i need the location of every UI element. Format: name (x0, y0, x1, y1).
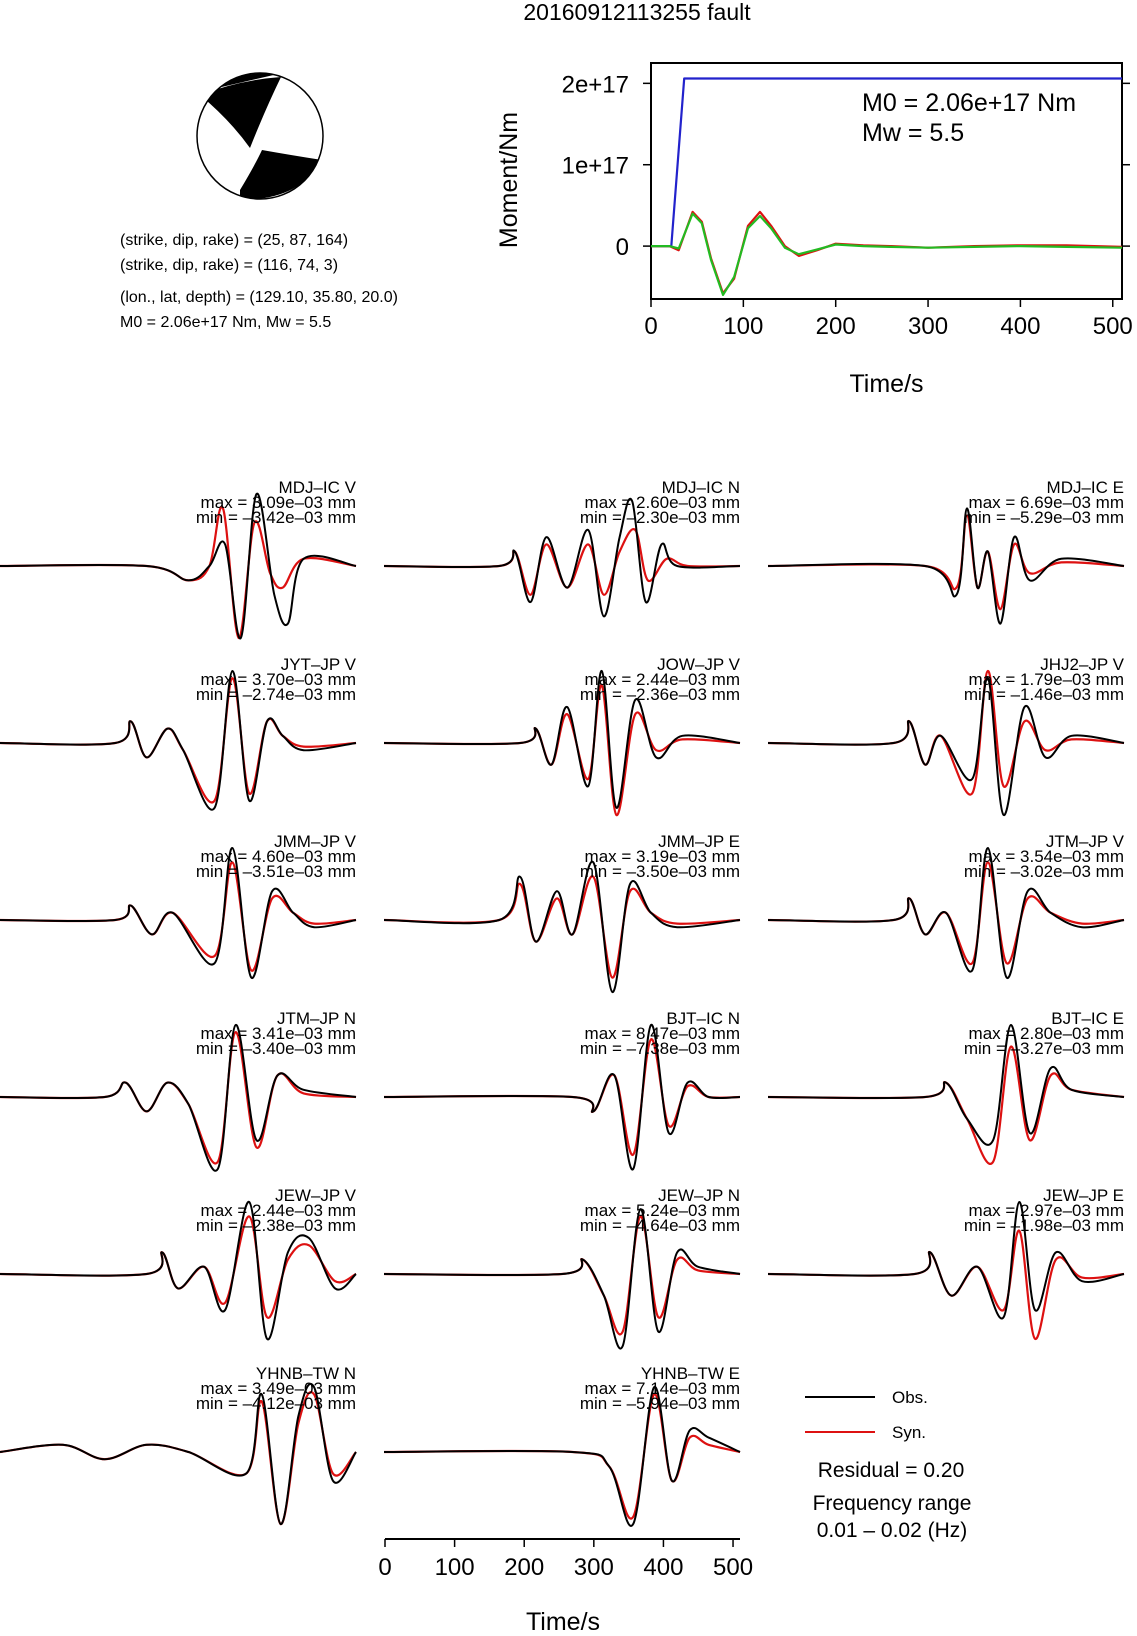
trace-min-label: min = –2.74e–03 mm (195, 685, 356, 704)
trace-panel (0, 655, 357, 810)
trace-panel (384, 655, 741, 815)
bottom-x-tick-label: 300 (573, 1554, 614, 1581)
trace-panel (384, 1186, 740, 1349)
trace-syn-line (384, 529, 740, 595)
waveform-panels (0, 478, 1125, 1526)
bottom-time-axis (378, 1539, 753, 1636)
moment-series-2 (651, 214, 1122, 295)
trace-min-label: min = –1.46e–03 mm (963, 685, 1124, 704)
bottom-x-tick-label: 0 (378, 1554, 392, 1581)
trace-min-label: min = –3.51e–03 mm (195, 862, 356, 881)
legend-syn-label: Syn. (892, 1423, 927, 1442)
trace-panel (768, 832, 1125, 978)
trace-min-label: min = –4.64e–03 mm (579, 1216, 740, 1235)
focal-info (120, 232, 398, 331)
trace-min-label: min = –3.40e–03 mm (195, 1039, 356, 1058)
trace-min-label: min = –3.50e–03 mm (579, 862, 740, 881)
trace-max-label: max = 2.44e–03 mm (200, 1201, 356, 1220)
trace-syn-line (384, 685, 740, 815)
moment-x-tick-label: 200 (815, 313, 856, 340)
moment-x-axis-label: Time/s (849, 370, 924, 398)
trace-panel (768, 1186, 1124, 1339)
trace-max-label: max = 1.79e–03 mm (968, 670, 1124, 689)
trace-panel (384, 1009, 740, 1170)
moment-mw-annotation: Mw = 5.5 (862, 119, 965, 147)
trace-panel (384, 1364, 740, 1526)
moment-y-tick-label: 2e+17 (561, 71, 629, 99)
trace-max-label: max = 3.09e–03 mm (200, 493, 356, 512)
freq-range-label: Frequency range (812, 1492, 972, 1515)
trace-max-label: max = 2.44e–03 mm (584, 670, 740, 689)
trace-min-label: min = –4.12e–03 mm (195, 1394, 356, 1413)
trace-station-label: BJT–IC E (1051, 1009, 1124, 1028)
trace-panel (768, 1009, 1124, 1164)
trace-min-label: min = –3.27e–03 mm (963, 1039, 1124, 1058)
trace-obs-line (384, 862, 740, 993)
trace-panel (0, 1186, 357, 1339)
trace-max-label: max = 3.70e–03 mm (200, 670, 356, 689)
trace-station-label: JMM–JP V (274, 832, 356, 851)
trace-max-label: max = 3.54e–03 mm (968, 847, 1124, 866)
moment-y-axis-label: Moment/Nm (495, 111, 523, 249)
residual-text: Residual = 0.20 (817, 1459, 965, 1482)
focal-mechanism-beachball (196, 70, 323, 200)
trace-max-label: max = 4.60e–03 mm (200, 847, 356, 866)
trace-min-label: min = –2.30e–03 mm (579, 508, 740, 527)
bottom-x-axis-label: Time/s (525, 1608, 601, 1636)
trace-panel (384, 832, 740, 992)
moment-y-tick-label: 1e+17 (561, 152, 629, 180)
trace-panel (768, 655, 1125, 815)
trace-station-label: JOW–JP V (657, 655, 740, 674)
trace-min-label: min = –1.98e–03 mm (963, 1216, 1124, 1235)
trace-panel (0, 1364, 356, 1524)
freq-range-value: 0.01 – 0.02 (Hz) (816, 1519, 968, 1542)
trace-station-label: MDJ–IC N (661, 478, 740, 497)
trace-station-label: JEW–JP E (1043, 1186, 1124, 1205)
trace-station-label: BJT–IC N (666, 1009, 740, 1028)
trace-max-label: max = 6.69e–03 mm (968, 493, 1124, 512)
trace-max-label: max = 2.80e–03 mm (968, 1024, 1124, 1043)
bottom-x-tick-label: 100 (434, 1554, 475, 1581)
trace-station-label: JEW–JP N (658, 1186, 740, 1205)
moment-x-tick-label: 300 (908, 313, 949, 340)
trace-station-label: MDJ–IC V (278, 478, 356, 497)
bottom-x-tick-label: 500 (713, 1554, 754, 1581)
trace-min-label: min = –2.38e–03 mm (195, 1216, 356, 1235)
legend (805, 1388, 971, 1542)
figure-title: 20160912113255 fault (523, 0, 751, 25)
moment-y-tick-label: 0 (615, 234, 629, 262)
moment-x-tick-label: 500 (1092, 313, 1133, 340)
bottom-x-tick-label: 200 (504, 1554, 545, 1581)
trace-panel (0, 1009, 356, 1171)
trace-max-label: max = 5.24e–03 mm (584, 1201, 740, 1220)
trace-panel (0, 832, 357, 978)
trace-station-label: JMM–JP E (658, 832, 740, 851)
trace-min-label: min = –3.02e–03 mm (963, 862, 1124, 881)
trace-max-label: max = 8.47e–03 mm (584, 1024, 740, 1043)
moment-x-tick-label: 100 (723, 313, 764, 340)
trace-station-label: YHNB–TW E (640, 1364, 740, 1383)
trace-panel (768, 478, 1124, 624)
trace-max-label: max = 7.14e–03 mm (584, 1379, 740, 1398)
focal-info-line2: (strike, dip, rake) = (116, 74, 3) (120, 257, 339, 274)
trace-syn-line (768, 1046, 1124, 1163)
trace-max-label: max = 3.19e–03 mm (584, 847, 740, 866)
trace-max-label: max = 2.97e–03 mm (968, 1201, 1124, 1220)
trace-max-label: max = 3.49e–03 mm (200, 1379, 356, 1398)
moment-m0-annotation: M0 = 2.06e+17 Nm (862, 89, 1077, 117)
trace-station-label: JYT–JP V (280, 655, 356, 674)
trace-min-label: min = –5.29e–03 mm (963, 508, 1124, 527)
trace-syn-line (768, 1231, 1124, 1339)
trace-station-label: YHNB–TW N (255, 1364, 356, 1383)
focal-info-line3: (lon., lat, depth) = (129.10, 35.80, 20.0) (120, 289, 398, 306)
trace-station-label: MDJ–IC E (1046, 478, 1124, 497)
trace-station-label: JTM–JP V (1045, 832, 1124, 851)
moment-x-tick-label: 400 (1000, 313, 1041, 340)
moment-series-1 (651, 212, 1122, 293)
trace-min-label: min = –3.42e–03 mm (195, 508, 356, 527)
trace-panel (0, 478, 357, 639)
moment-x-tick-label: 0 (644, 313, 658, 340)
bottom-x-tick-label: 400 (643, 1554, 684, 1581)
trace-min-label: min = –2.36e–03 mm (579, 685, 740, 704)
trace-station-label: JTM–JP N (276, 1009, 356, 1028)
trace-syn-line (768, 516, 1124, 610)
trace-station-label: JEW–JP V (275, 1186, 356, 1205)
legend-obs-label: Obs. (892, 1388, 928, 1407)
trace-min-label: min = –7.38e–03 mm (579, 1039, 740, 1058)
moment-function-panel (495, 63, 1133, 398)
trace-panel (384, 478, 740, 616)
trace-min-label: min = –5.94e–03 mm (579, 1394, 740, 1413)
trace-station-label: JHJ2–JP V (1040, 655, 1124, 674)
focal-info-line4: M0 = 2.06e+17 Nm, Mw = 5.5 (120, 314, 332, 331)
focal-info-line1: (strike, dip, rake) = (25, 87, 164) (120, 232, 349, 249)
trace-max-label: max = 3.41e–03 mm (200, 1024, 356, 1043)
trace-max-label: max = 2.60e–03 mm (584, 493, 740, 512)
